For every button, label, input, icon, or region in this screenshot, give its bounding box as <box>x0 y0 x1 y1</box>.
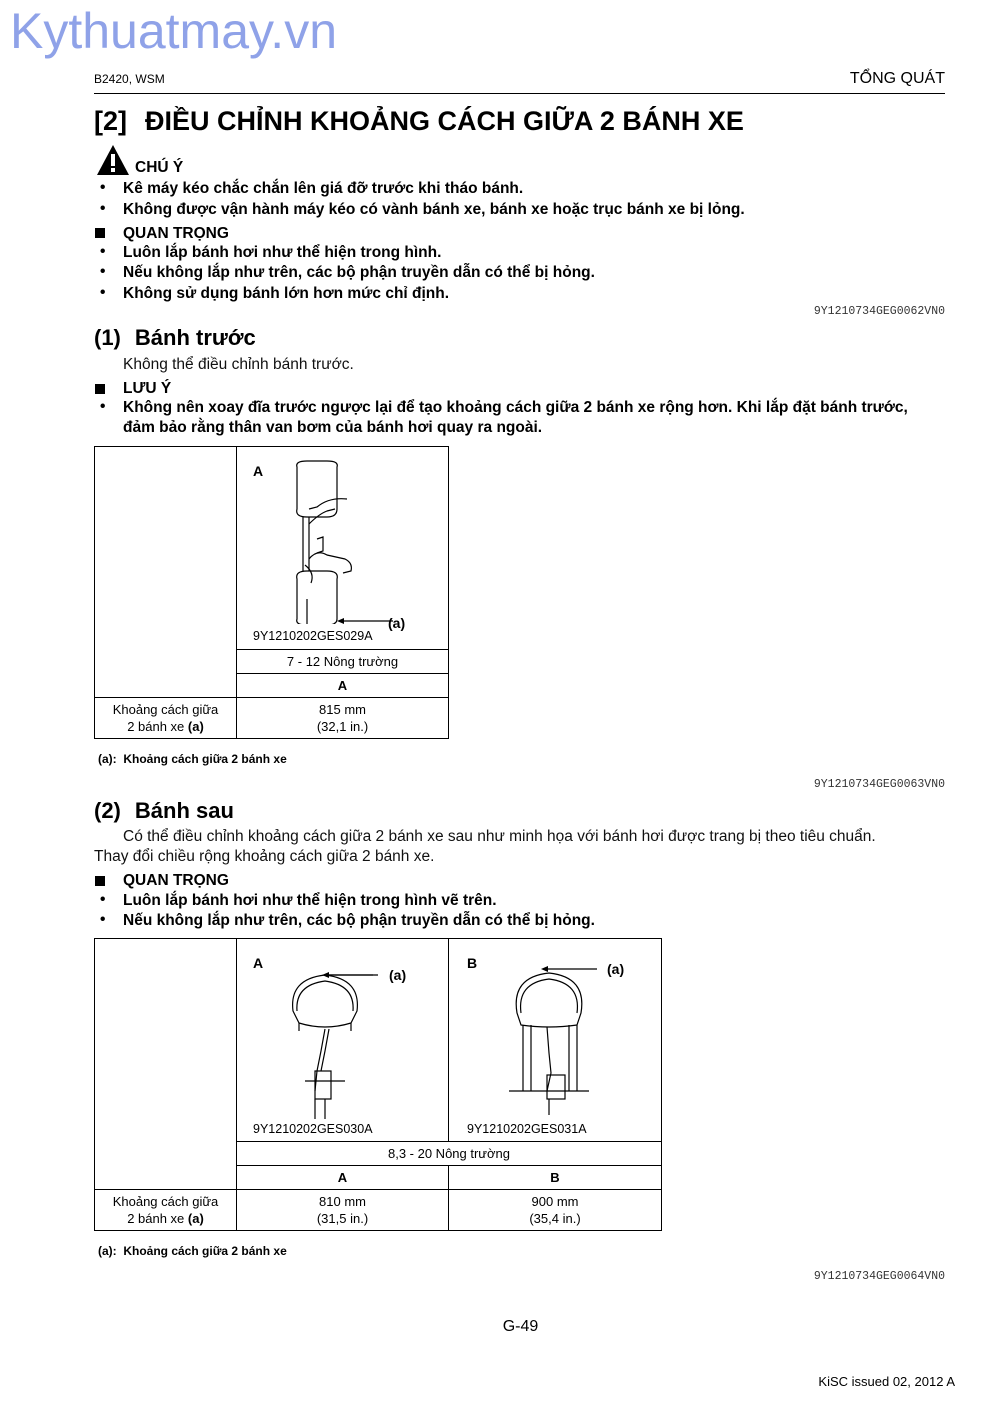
figure-label: A <box>253 463 264 479</box>
section-title: Bánh sau <box>134 798 234 823</box>
note-text: Không nên xoay đĩa trước ngược lại để tạo khoảng cách giữa 2 bánh xe rộng hơn. Khi lắp đặt bánh trước, <box>123 399 908 416</box>
important-item: Nếu không lắp như trên, các bộ phận truyền dẫn có thể bị hỏng. <box>123 264 595 281</box>
title-number: [2] <box>94 106 127 136</box>
caution-item: Kê máy kéo chắc chắn lên giá đỡ trước khi tháo bánh. <box>123 180 524 197</box>
value-cell <box>237 1190 449 1231</box>
important-item: Nếu không lắp như trên, các bộ phận truyền dẫn có thể bị hỏng. <box>123 912 595 929</box>
reference-code: 9Y1210734GEG0062VN0 <box>813 305 945 318</box>
rear-text: Thay đổi chiều rộng khoảng cách giữa 2 bánh xe. <box>94 848 435 865</box>
bullet: • <box>100 891 106 908</box>
note-text: đảm bảo rằng thân van bơm của bánh hơi quay ra ngoài. <box>123 419 543 436</box>
rear-figure-a-cell <box>237 939 449 1142</box>
section-heading-rear <box>94 798 234 824</box>
important-label: QUAN TRỌNG <box>123 872 229 889</box>
important-label: QUAN TRỌNG <box>123 225 229 242</box>
bullet: • <box>100 398 106 415</box>
value-mm: 900 mm <box>531 1194 579 1209</box>
bullet: • <box>100 263 106 280</box>
figure-label: A <box>253 955 264 971</box>
bullet: • <box>100 200 106 217</box>
value-cell <box>237 698 449 739</box>
header-section-name: TỔNG QUÁT <box>849 70 945 87</box>
tire-size-cell: 8,3 - 20 Nông trường <box>237 1142 662 1166</box>
square-bullet-icon <box>95 876 105 886</box>
value-cell <box>449 1190 662 1231</box>
rear-figure-b-cell <box>449 939 662 1142</box>
section-number: (2) <box>94 798 121 823</box>
front-spec-table <box>94 446 449 739</box>
callout-arrow-icon <box>322 969 382 981</box>
front-figure-cell <box>237 447 449 650</box>
footnote <box>98 752 287 766</box>
rear-text: Có thể điều chỉnh khoảng cách giữa 2 bánh xe sau như minh họa với bánh hơi được trang bị theo tiêu chuẩn. <box>123 828 876 845</box>
tire-size-cell: 7 - 12 Nông trường <box>237 650 449 674</box>
reference-code: 9Y1210734GEG0064VN0 <box>813 1270 945 1283</box>
row-label: Khoảng cách giữa <box>112 1194 219 1209</box>
row-label-cell <box>95 698 237 739</box>
footnote-key: (a): <box>98 752 117 766</box>
page-title <box>94 106 744 137</box>
title-text: ĐIỀU CHỈNH KHOẢNG CÁCH GIỮA 2 BÁNH XE <box>145 106 744 136</box>
warning-icon <box>96 144 130 176</box>
callout-label: (a) <box>389 967 407 983</box>
row-label: Khoảng cách giữa <box>112 702 219 717</box>
bullet: • <box>100 179 106 196</box>
figure-code: 9Y1210202GES031A <box>467 1122 587 1136</box>
figure-code: 9Y1210202GES030A <box>253 1122 373 1136</box>
figure-label: B <box>467 955 478 971</box>
table-corner <box>95 939 237 1190</box>
value-mm: 810 mm <box>319 1194 366 1209</box>
watermark: Kythuatmay.vn <box>10 3 338 59</box>
important-item: Luôn lắp bánh hơi như thể hiện trong hình vẽ trên. <box>123 892 497 909</box>
value-in: (35,4 in.) <box>529 1211 581 1226</box>
bullet: • <box>100 284 106 301</box>
header-manual-name: B2420, WSM <box>94 72 165 86</box>
figure-code: 9Y1210202GES029A <box>253 629 373 643</box>
important-item: Không sử dụng bánh lớn hơn mức chỉ định. <box>123 285 450 302</box>
footnote <box>98 1244 287 1258</box>
bullet: • <box>100 243 106 260</box>
important-item: Luôn lắp bánh hơi như thể hiện trong hình. <box>123 244 442 261</box>
rear-spec-table <box>94 938 662 1231</box>
front-wheel-drawing <box>287 459 427 624</box>
table-corner <box>95 447 237 698</box>
section-number: (1) <box>94 325 121 350</box>
note-label: LƯU Ý <box>123 380 172 397</box>
square-bullet-icon <box>95 228 105 238</box>
row-label-cell <box>95 1190 237 1231</box>
callout-label: (a) <box>607 961 625 977</box>
section-title: Bánh trước <box>134 325 256 350</box>
footnote-key: (a): <box>98 1244 117 1258</box>
footnote-text: Khoảng cách giữa 2 bánh xe <box>123 1244 287 1258</box>
row-label: 2 bánh xe <box>127 1211 185 1226</box>
column-header: A <box>237 674 449 698</box>
bullet: • <box>100 911 106 928</box>
header-rule <box>94 93 945 94</box>
callout-label: (a) <box>388 615 406 631</box>
row-label-ref: (a) <box>187 1211 204 1226</box>
value-in: (31,5 in.) <box>316 1211 369 1226</box>
row-label: 2 bánh xe <box>127 719 185 734</box>
reference-code: 9Y1210734GEG0063VN0 <box>813 778 945 791</box>
caution-label: CHÚ Ý <box>135 159 184 176</box>
issue-note: KiSC issued 02, 2012 A <box>818 1374 955 1389</box>
section-heading-front <box>94 325 256 351</box>
caution-item: Không được vận hành máy kéo có vành bánh xe, bánh xe hoặc trục bánh xe bị lỏng. <box>123 201 745 218</box>
rear-wheel-a-drawing <box>285 971 435 1121</box>
front-text: Không thể điều chỉnh bánh trước. <box>123 356 354 373</box>
row-label-ref: (a) <box>187 719 204 734</box>
value-mm: 815 mm <box>319 702 366 717</box>
rear-wheel-b-drawing <box>499 963 649 1123</box>
callout-arrow-icon <box>541 963 601 975</box>
square-bullet-icon <box>95 384 105 394</box>
column-header: B <box>449 1166 662 1190</box>
footnote-text: Khoảng cách giữa 2 bánh xe <box>123 752 287 766</box>
page-number: G-49 <box>502 1318 539 1335</box>
value-in: (32,1 in.) <box>316 719 369 734</box>
column-header: A <box>237 1166 449 1190</box>
